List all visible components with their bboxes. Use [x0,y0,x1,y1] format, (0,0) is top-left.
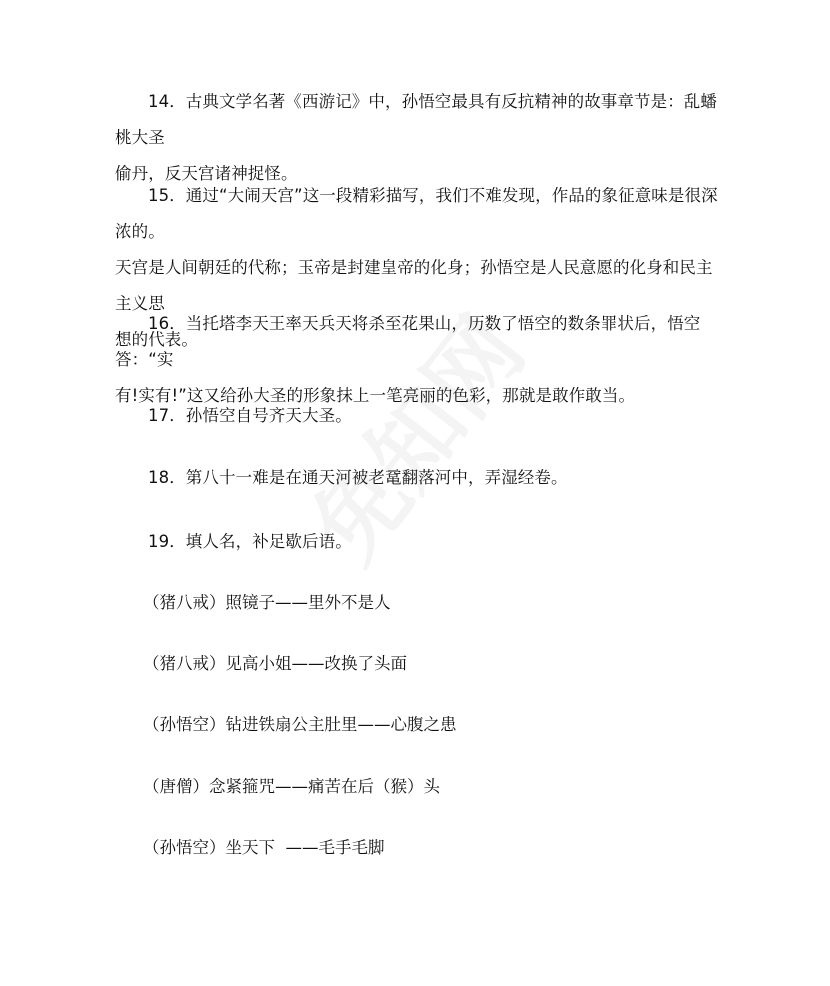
text-line: 16．当托塔李天王率天兵天将杀至花果山，历数了悟空的数条罪状后，悟空答：“实 [115,314,701,369]
paragraph-19 [115,524,725,560]
text-line: 有!实有!”这又给孙大圣的形象抹上一笔亮丽的色彩，那就是敢作敢当。 [115,386,636,405]
xiehouyu-item-5: （孙悟空）坐天下 ——毛手毛脚 [143,838,385,857]
xiehouyu-item-1: （猪八戒）照镜子——里外不是人 [143,593,391,612]
text-line: 15．通过“大闹天宫”这一段精彩描写，我们不难发现，作品的象征意味是很深浓的。 [115,186,718,241]
paragraph-17 [115,398,725,434]
xiehouyu-item-4: （唐僧）念紧箍咒——痛苦在后（猴）头 [143,777,440,796]
text-line: 19．填人名，补足歇后语。 [148,532,352,551]
xiehouyu-item-3: （孙悟空）钻进铁扇公主肚里——心腹之患 [143,715,457,734]
text-line: 偷丹，反天宫诸神捉怪。 [115,164,298,183]
text-line: 想的代表。 [115,330,198,349]
text-line: 天宫是人间朝廷的代称；玉帝是封建皇帝的化身；孙悟空是人民意愿的化身和民主主义思 [115,258,713,313]
paragraph-18 [115,460,725,496]
text-line: 14．古典文学名著《西游记》中，孙悟空最具有反抗精神的故事章节是：乱蟠桃大圣 [115,92,717,147]
paragraph-14 [115,84,725,192]
text-line: 18．第八十一难是在通天河被老鼋翻落河中，弄湿经卷。 [148,468,568,487]
text-line: 17．孙悟空自号齐天大圣。 [148,406,352,425]
xiehouyu-item-2: （猪八戒）见高小姐——改换了头面 [143,654,407,673]
